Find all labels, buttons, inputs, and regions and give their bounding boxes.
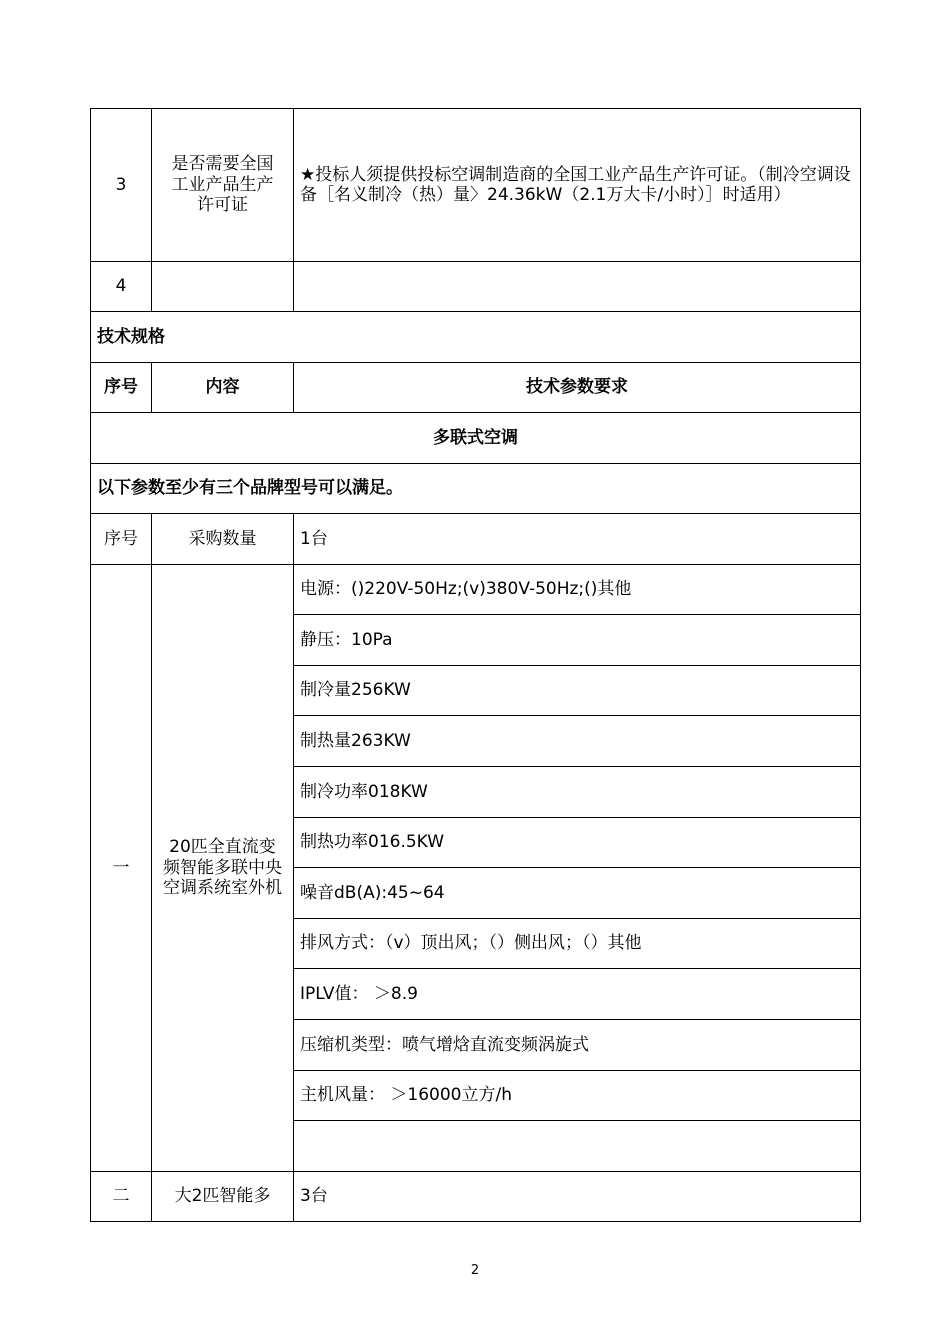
header-params: 技术参数要求 [294,363,861,413]
item-name-line-2: 频智能多联中央 [163,857,282,878]
question-line-1: 是否需要全国 [171,154,274,175]
requirement-row-4 [91,262,861,312]
note-row [91,464,861,514]
header-content: 内容 [152,363,294,413]
question-line-3: 许可证 [197,195,248,216]
param-cell: IPLV值： ＞8.9 [294,969,861,1020]
category-title: 多联式空调 [91,413,861,464]
param-cell: 噪音dB(A):45~64 [294,868,861,919]
requirement-answer: ★投标人须提供投标空调制造商的全国工业产品生产许可证。（制冷空调设备［名义制冷（热）量〉24.36kW（2.1万大卡/小时）］时适用） [294,109,861,262]
requirement-answer [294,262,861,312]
row-index: 4 [91,262,152,312]
param-cell: 制冷功率018KW [294,767,861,818]
row-index: 3 [91,109,152,262]
qty-index-label: 序号 [91,514,152,565]
page-number: 2 [470,1263,480,1278]
param-cell: 制冷量256KW [294,666,861,716]
note-text: 以下参数至少有三个品牌型号可以满足。 [91,464,861,514]
qty-label: 采购数量 [152,514,294,565]
category-row [91,413,861,464]
requirement-question [152,262,294,312]
header-row [91,363,861,413]
item-index: 一 [91,565,152,1172]
header-index: 序号 [91,363,152,413]
question-line-2: 工业产品生产 [171,174,274,195]
qty-value: 3台 [294,1172,861,1222]
param-cell: 静压：10Pa [294,615,861,666]
param-row [91,565,861,615]
qty-value: 1台 [294,514,861,565]
item-name [152,565,294,1172]
param-cell: 排风方式：（v）顶出风；（）侧出风；（）其他 [294,919,861,969]
section-title: 技术规格 [91,312,861,363]
param-cell: 制热量263KW [294,716,861,767]
requirement-question [152,109,294,262]
param-cell: 主机风量： ＞16000立方/h [294,1071,861,1121]
item-row-2 [91,1172,861,1222]
param-cell: 压缩机类型：喷气增焓直流变频涡旋式 [294,1020,861,1071]
requirement-row-3 [91,109,861,262]
param-cell: 制热功率016.5KW [294,818,861,868]
item-name: 大2匹智能多 [152,1172,294,1222]
item-name-line-1: 20匹全直流变 [169,837,276,858]
item-index: 二 [91,1172,152,1222]
param-cell [294,1121,861,1172]
section-title-row [91,312,861,363]
quantity-header-row [91,514,861,565]
item-name-line-3: 空调系统室外机 [163,878,282,899]
spec-table [90,108,861,1222]
param-cell: 电源：()220V-50Hz;(v)380V-50Hz;()其他 [294,565,861,615]
